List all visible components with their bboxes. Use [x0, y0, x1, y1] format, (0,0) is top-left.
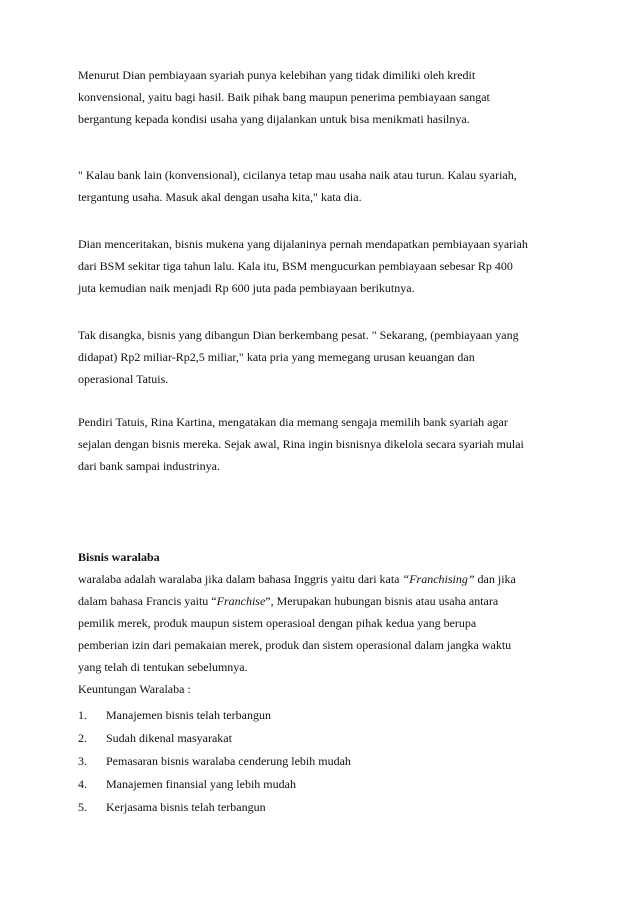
- text-line: yang telah di tentukan sebelumnya.: [78, 660, 248, 674]
- text-line: pemilik merek, produk maupun sistem operasioal dengan pihak kedua yang berupa: [78, 616, 477, 630]
- section-waralaba: [78, 546, 578, 700]
- text-line: Menurut Dian pembiayaan syariah punya kelebihan yang tidak dimiliki oleh kredit: [78, 68, 476, 82]
- list-item: [78, 750, 578, 772]
- text-run: dan jika: [474, 572, 516, 586]
- list-number: 5.: [78, 800, 87, 814]
- list-text: Kerjasama bisnis telah terbangun: [106, 800, 266, 814]
- list-text: Sudah dikenal masyarakat: [106, 731, 232, 745]
- text-line: dari bank sampai industrinya.: [78, 459, 220, 473]
- text-line: pemberian izin dari pemakaian merek, produk dan sistem operasional dalam jangka waktu: [78, 638, 512, 652]
- text-run: dalam bahasa Francis yaitu “: [78, 594, 217, 608]
- paragraph-1: [78, 64, 578, 130]
- list-number: 3.: [78, 754, 87, 768]
- text-line: tergantung usaha. Masuk akal dengan usaha kita," kata dia.: [78, 190, 362, 204]
- text-line: sejalan dengan bisnis mereka. Sejak awal, Rina ingin bisnisnya dikelola secara syariah mulai: [78, 437, 524, 451]
- text-line: juta kemudian naik menjadi Rp 600 juta pada pembiayaan berikutnya.: [78, 281, 415, 295]
- text-line: [78, 568, 578, 590]
- text-run: ”, Merupakan hubungan bisnis atau usaha antara: [265, 594, 499, 608]
- list-item: [78, 796, 578, 818]
- list-text: Manajemen bisnis telah terbangun: [106, 708, 271, 722]
- text-line: konvensional, yaitu bagi hasil. Baik pihak bang maupun penerima pembiayaan sangat: [78, 90, 490, 104]
- text-run: waralaba adalah waralaba jika dalam bahasa Inggris yaitu dari kata: [78, 572, 403, 586]
- text-line: Pendiri Tatuis, Rina Kartina, mengatakan dia memang sengaja memilih bank syariah agar: [78, 415, 508, 429]
- list-number: 1.: [78, 708, 87, 722]
- text-line: bergantung kepada kondisi usaha yang dijalankan untuk bisa menikmati hasilnya.: [78, 112, 470, 126]
- paragraph-3: [78, 233, 578, 299]
- list-text: Pemasaran bisnis waralaba cenderung lebih mudah: [106, 754, 351, 768]
- list-item: [78, 704, 578, 726]
- paragraph-2: [78, 164, 578, 208]
- list-number: 2.: [78, 731, 87, 745]
- list-item: [78, 727, 578, 749]
- list-number: 4.: [78, 777, 87, 791]
- text-line: operasional Tatuis.: [78, 372, 169, 386]
- section-heading: Bisnis waralaba: [78, 550, 160, 564]
- text-line: " Kalau bank lain (konvensional), cicilanya tetap mau usaha naik atau turun. Kalau syariah,: [78, 168, 517, 182]
- text-line: [78, 590, 578, 612]
- list-title: Keuntungan Waralaba :: [78, 682, 191, 696]
- text-line: dari BSM sekitar tiga tahun lalu. Kala itu, BSM mengucurkan pembiayaan sebesar Rp 400: [78, 259, 513, 273]
- text-line: didapat) Rp2 miliar-Rp2,5 miliar," kata pria yang memegang urusan keuangan dan: [78, 350, 475, 364]
- text-line: Dian menceritakan, bisnis mukena yang dijalaninya pernah mendapatkan pembiayaan syariah: [78, 237, 528, 251]
- paragraph-4: [78, 324, 578, 390]
- text-line: Tak disangka, bisnis yang dibangun Dian berkembang pesat. " Sekarang, (pembiayaan yang: [78, 328, 519, 342]
- list-item: [78, 773, 578, 795]
- paragraph-5: [78, 411, 578, 477]
- list-text: Manajemen finansial yang lebih mudah: [106, 777, 296, 791]
- italic-term: Franchise: [216, 594, 266, 608]
- italic-term: “Franchising”: [402, 572, 475, 586]
